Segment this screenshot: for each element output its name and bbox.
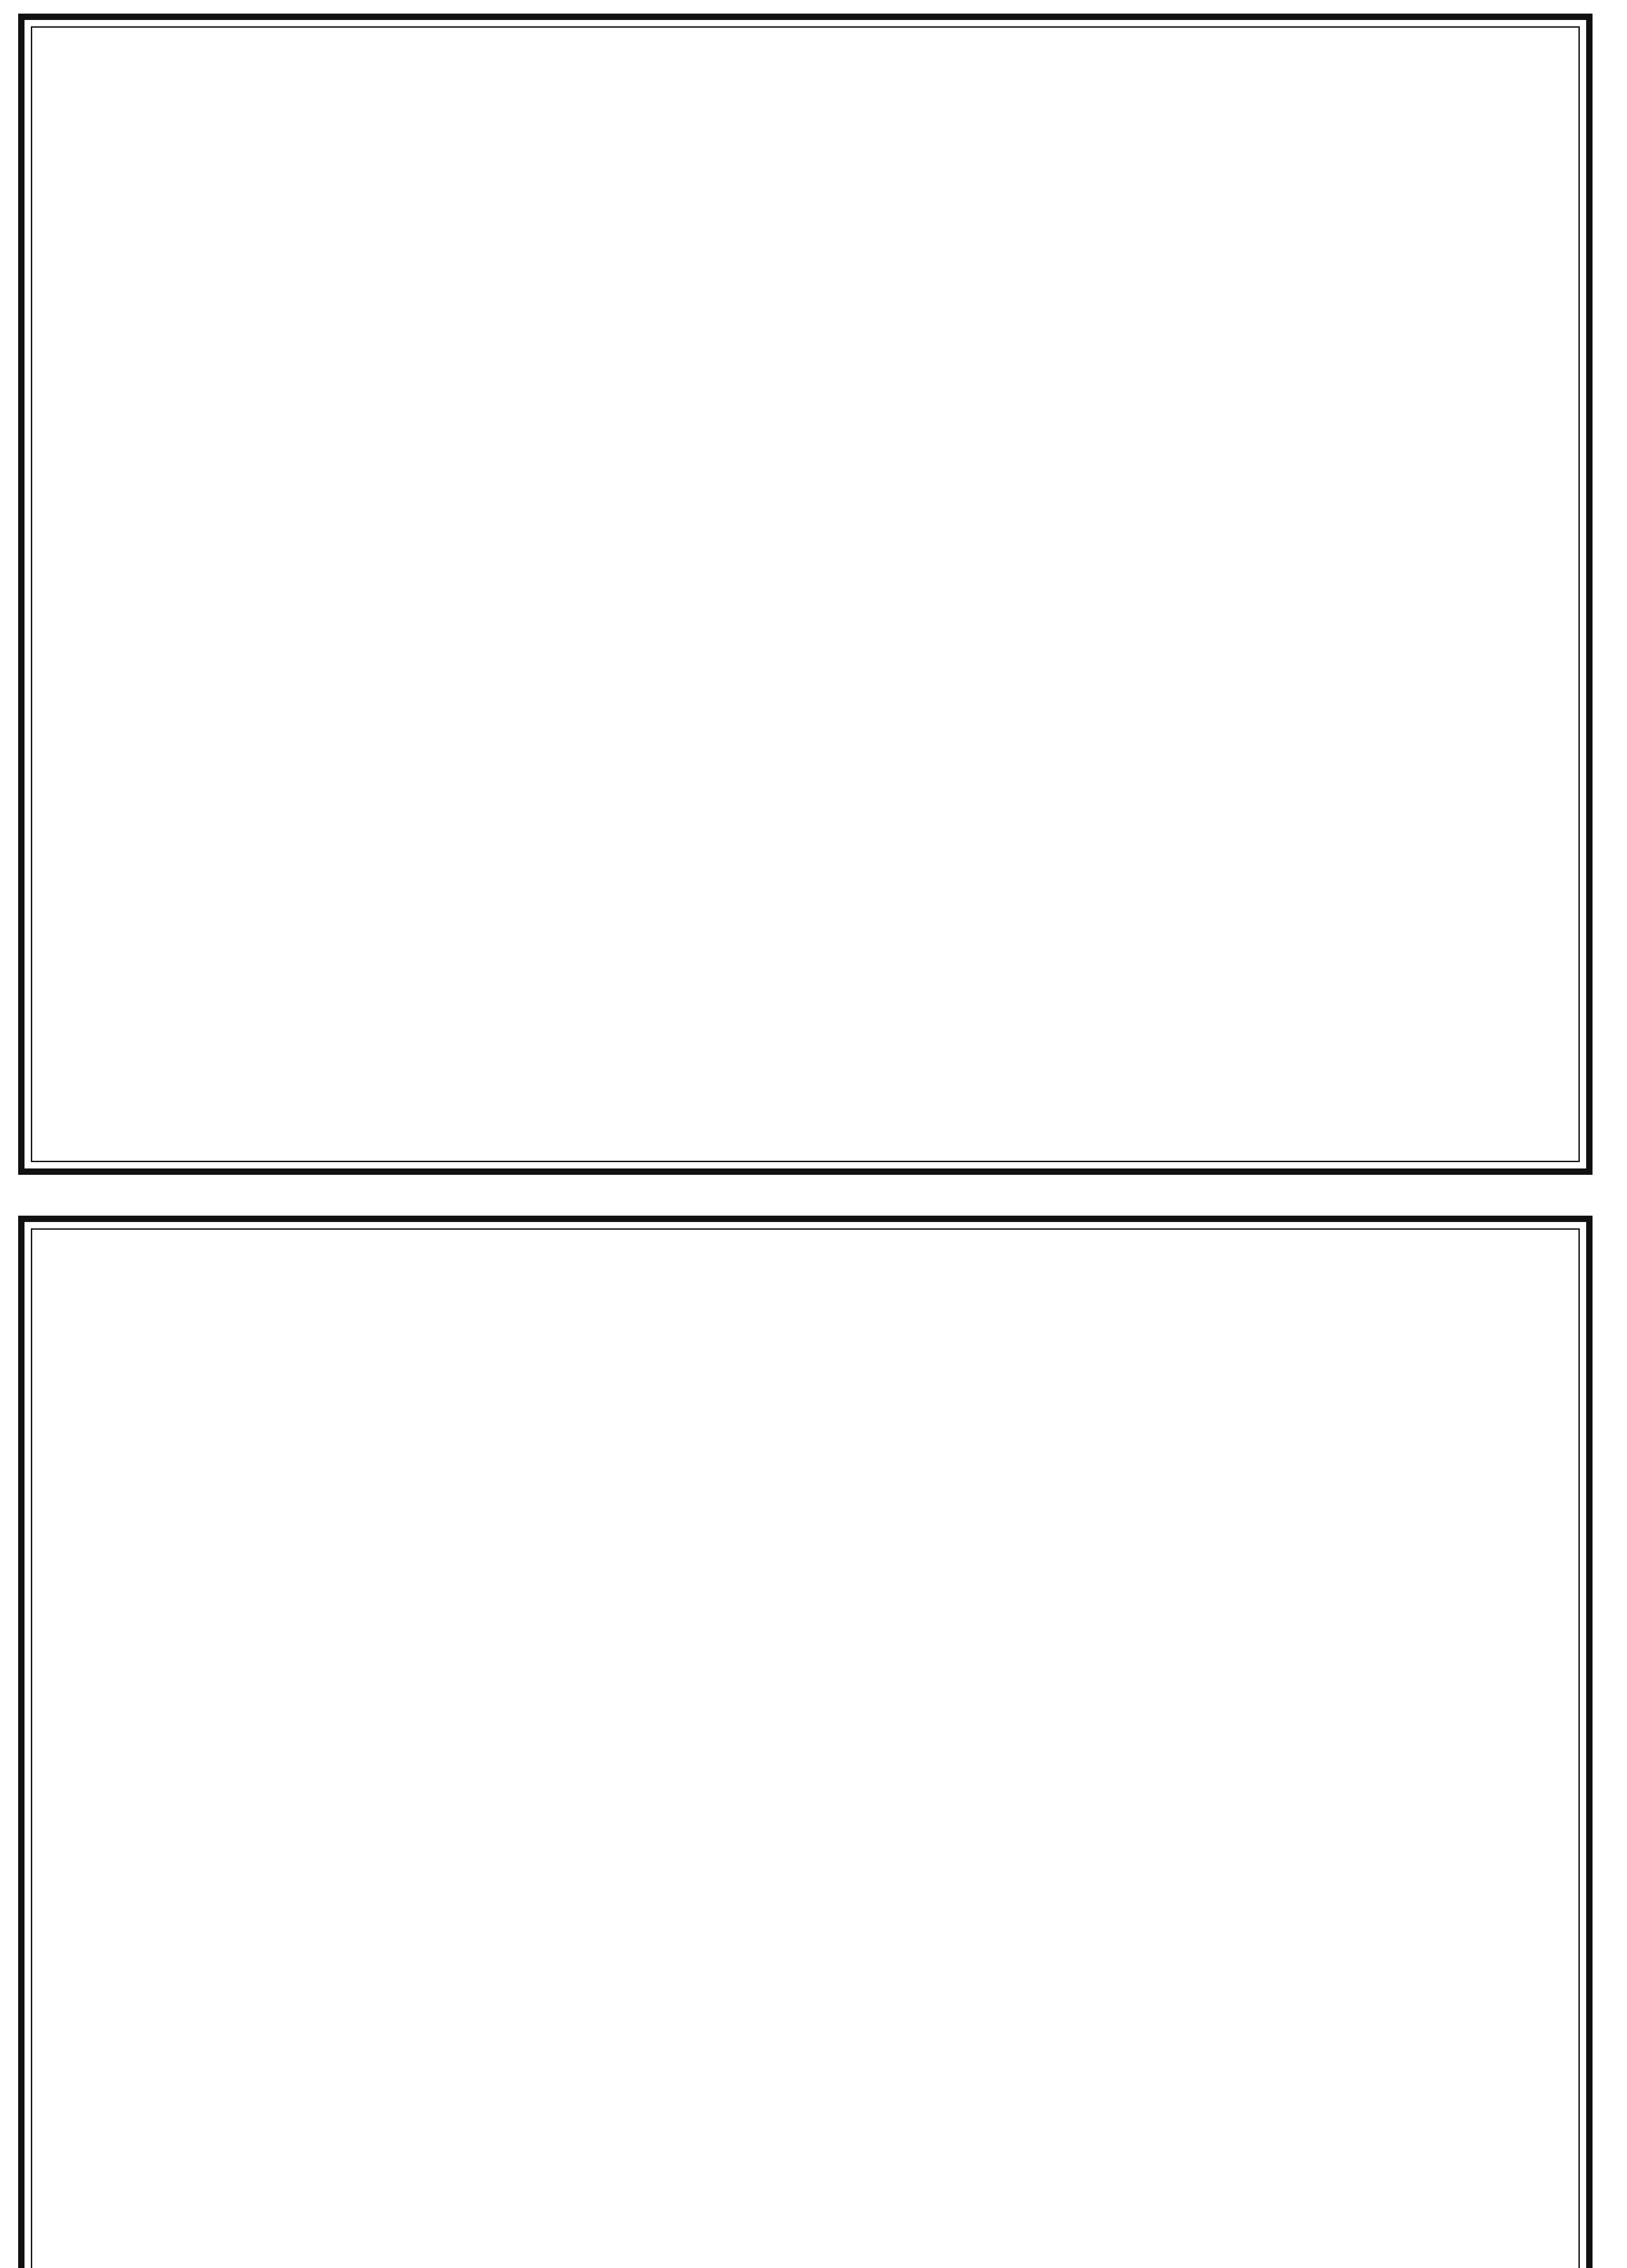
top-page-columns xyxy=(32,28,1578,1161)
top-page-frame xyxy=(31,26,1580,1162)
top-page xyxy=(18,14,1593,1175)
bottom-page-frame xyxy=(31,1228,1580,2268)
bottom-page xyxy=(18,1216,1593,2268)
bottom-page-columns xyxy=(32,1230,1578,2268)
